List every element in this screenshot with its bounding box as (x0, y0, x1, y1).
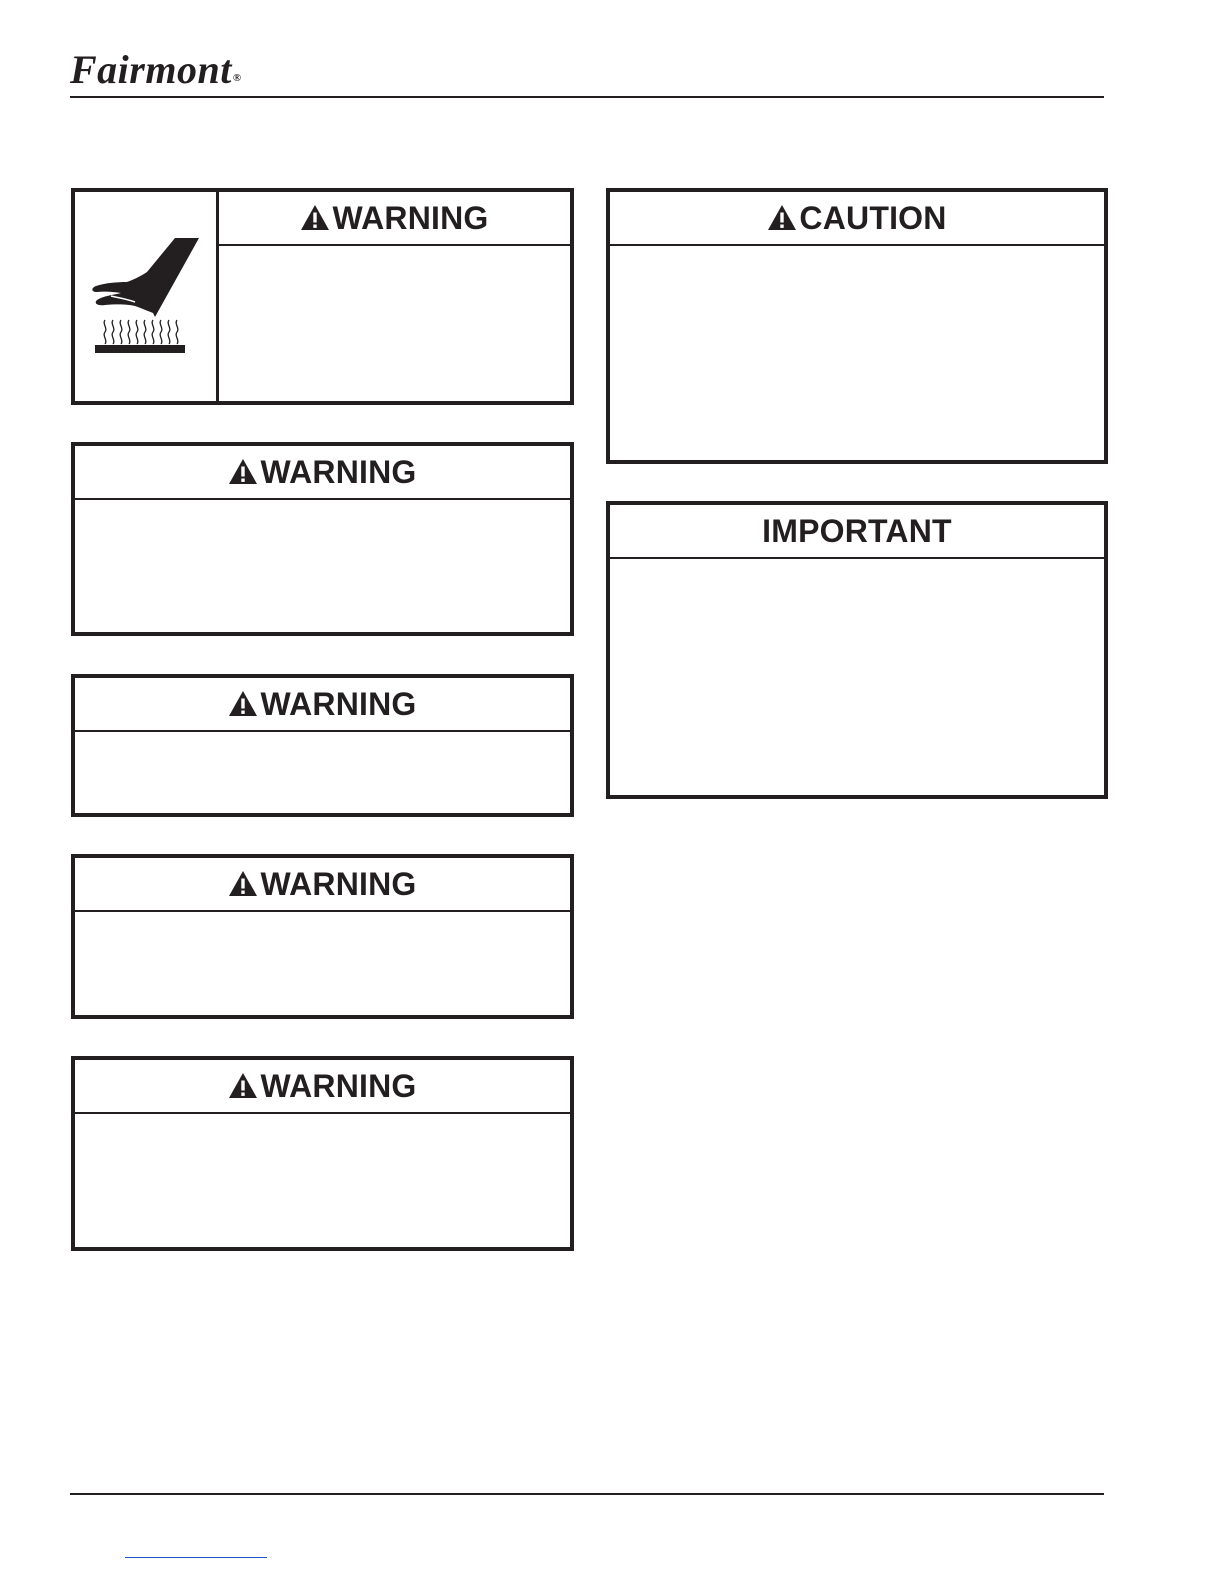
important-box (606, 501, 1108, 799)
brand-name: Fairmont (70, 47, 232, 92)
caution-triangle-icon (767, 204, 797, 231)
warning-title: WARNING (260, 685, 417, 722)
important-title: IMPORTANT (762, 512, 952, 549)
warning-title: WARNING (332, 199, 489, 236)
warning-title: WARNING (260, 453, 417, 490)
warning-box (71, 674, 574, 817)
warning-title: WARNING (260, 865, 417, 902)
warning-box-hot-surface (71, 188, 574, 405)
registered-mark: ® (232, 72, 242, 84)
warning-triangle-icon (228, 870, 258, 897)
warning-title: WARNING (260, 1067, 417, 1104)
brand-logo (70, 48, 242, 92)
header-divider (70, 96, 1104, 98)
warning-header (75, 678, 570, 732)
warning-box (71, 854, 574, 1019)
caution-header (610, 192, 1104, 246)
footer-divider (70, 1493, 1104, 1495)
footer-link-underline[interactable] (125, 1557, 267, 1558)
warning-box (71, 1056, 574, 1251)
warning-header (219, 192, 570, 246)
caution-title: CAUTION (799, 199, 947, 236)
warning-box (71, 442, 574, 636)
important-header (610, 505, 1104, 559)
hot-surface-icon-cell (75, 192, 219, 401)
warning-header (75, 1060, 570, 1114)
warning-box-hot-surface-content (219, 192, 570, 401)
warning-triangle-icon (228, 458, 258, 485)
hot-surface-icon (75, 192, 216, 401)
warning-triangle-icon (300, 204, 330, 231)
warning-header (75, 858, 570, 912)
warning-header (75, 446, 570, 500)
warning-triangle-icon (228, 1072, 258, 1099)
caution-box (606, 188, 1108, 464)
warning-triangle-icon (228, 690, 258, 717)
